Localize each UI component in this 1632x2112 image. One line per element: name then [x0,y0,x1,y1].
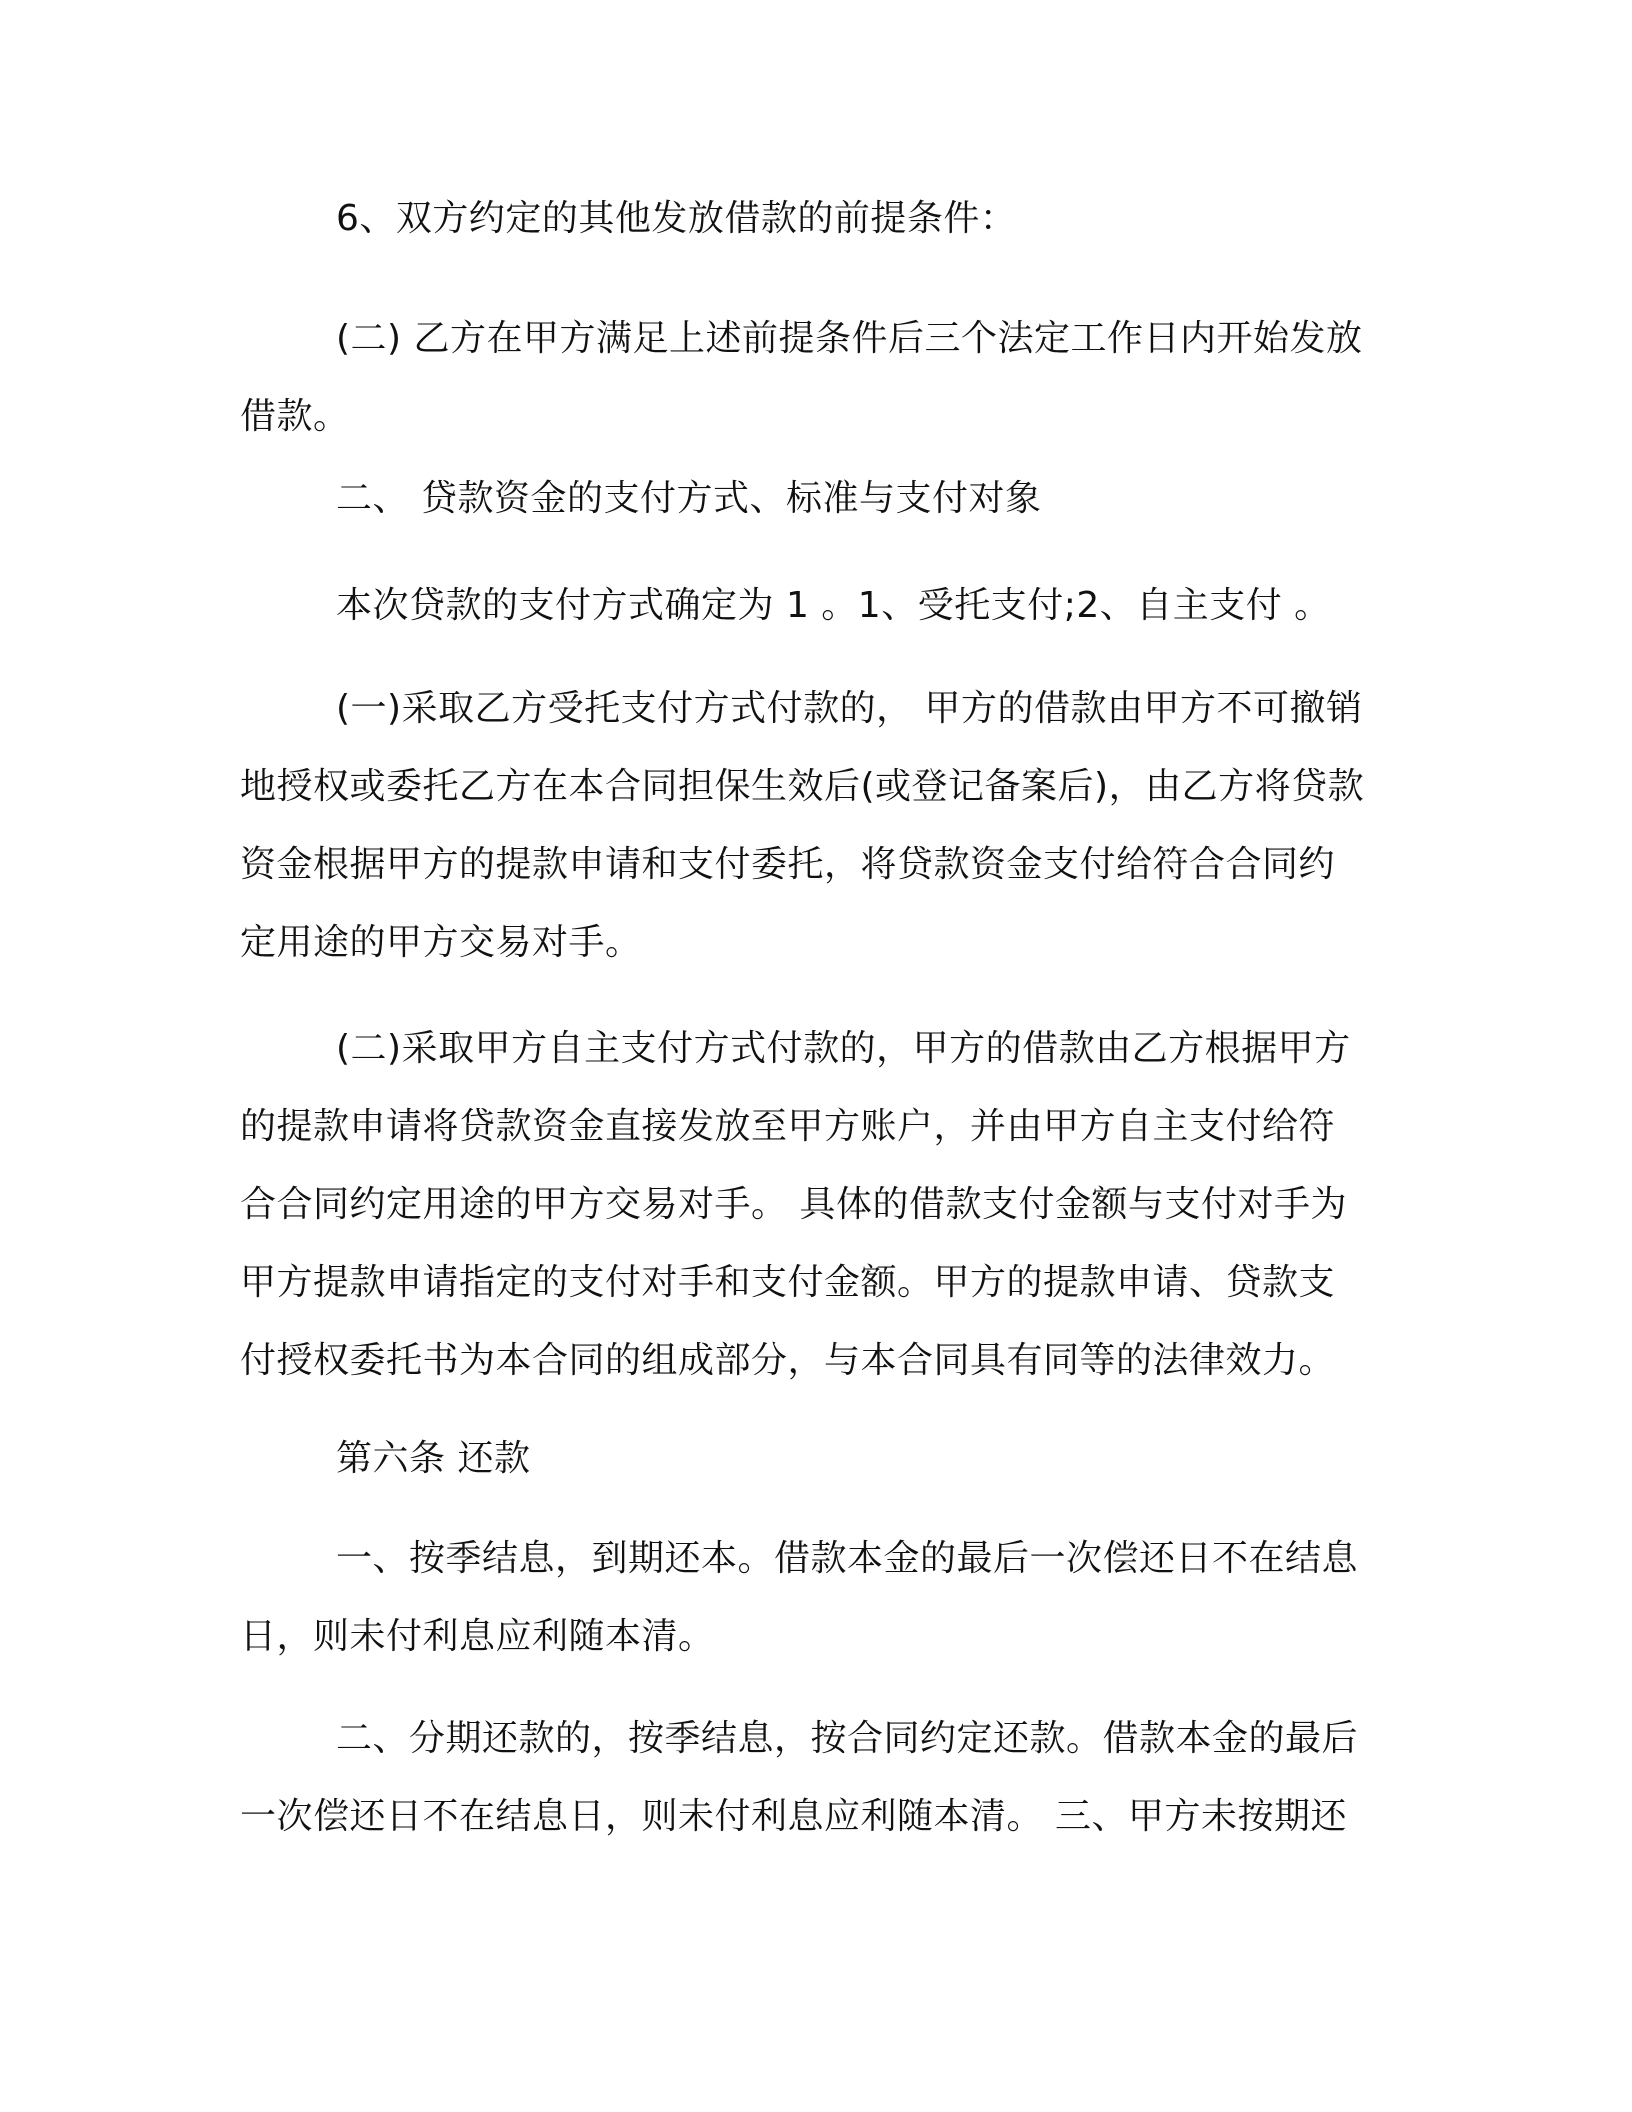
paragraph-entrusted-payment [240,670,1380,982]
paragraph-installment-repayment [240,1700,1380,1856]
text-line: 付授权委托书为本合同的组成部分，与本合同具有同等的法律效力。 [240,1340,1336,1381]
text-line: 资金根据甲方的提款申请和支付委托，将贷款资金支付给符合合同约 [240,844,1336,885]
text-line: 本次贷款的支付方式确定为 1 。1、受托支付;2、自主支付 。 [336,585,1331,626]
text-line: 地授权或委托乙方在本合同担保生效后(或登记备案后)，由乙方将贷款 [240,766,1365,807]
text-line: (二)采取甲方自主支付方式付款的，甲方的借款由乙方根据甲方 [336,1028,1351,1069]
text-line: 甲方提款申请指定的支付对手和支付金额。甲方的提款申请、贷款支 [240,1262,1336,1303]
text-line: 合合同约定用途的甲方交易对手。 具体的借款支付金额与支付对手为 [240,1184,1347,1225]
text-line: 一次偿还日不在结息日，则未付利息应利随本清。 三、甲方未按期还 [240,1796,1347,1837]
article-heading-repayment [240,1420,1380,1498]
text-line: 二、 贷款资金的支付方式、标准与支付对象 [336,478,1042,519]
text-line: (一)采取乙方受托支付方式付款的， 甲方的借款由甲方不可撤销 [336,688,1363,729]
paragraph-self-payment [240,1010,1380,1400]
text-line: 6、双方约定的其他发放借款的前提条件： [336,198,1017,239]
text-line: 借款。 [240,396,350,437]
text-line: 日，则未付利息应利随本清。 [240,1616,715,1657]
text-line: 定用途的甲方交易对手。 [240,922,642,963]
text-line: 一、按季结息，到期还本。借款本金的最后一次偿还日不在结息 [336,1538,1359,1579]
text-line: 第六条 还款 [336,1438,531,1479]
text-line: 二、分期还款的，按季结息，按合同约定还款。借款本金的最后 [336,1718,1359,1759]
paragraph-loan-disbursement-timing [240,300,1380,456]
text-line: 的提款申请将贷款资金直接发放至甲方账户，并由甲方自主支付给符 [240,1106,1336,1147]
paragraph-loan-precondition-6 [240,180,1380,258]
paragraph-repayment-at-maturity [240,1520,1380,1676]
paragraph-payment-method-selection [240,567,1380,645]
section-heading-payment-method [240,460,1380,538]
text-line: (二) 乙方在甲方满足上述前提条件后三个法定工作日内开始发放 [336,318,1363,359]
